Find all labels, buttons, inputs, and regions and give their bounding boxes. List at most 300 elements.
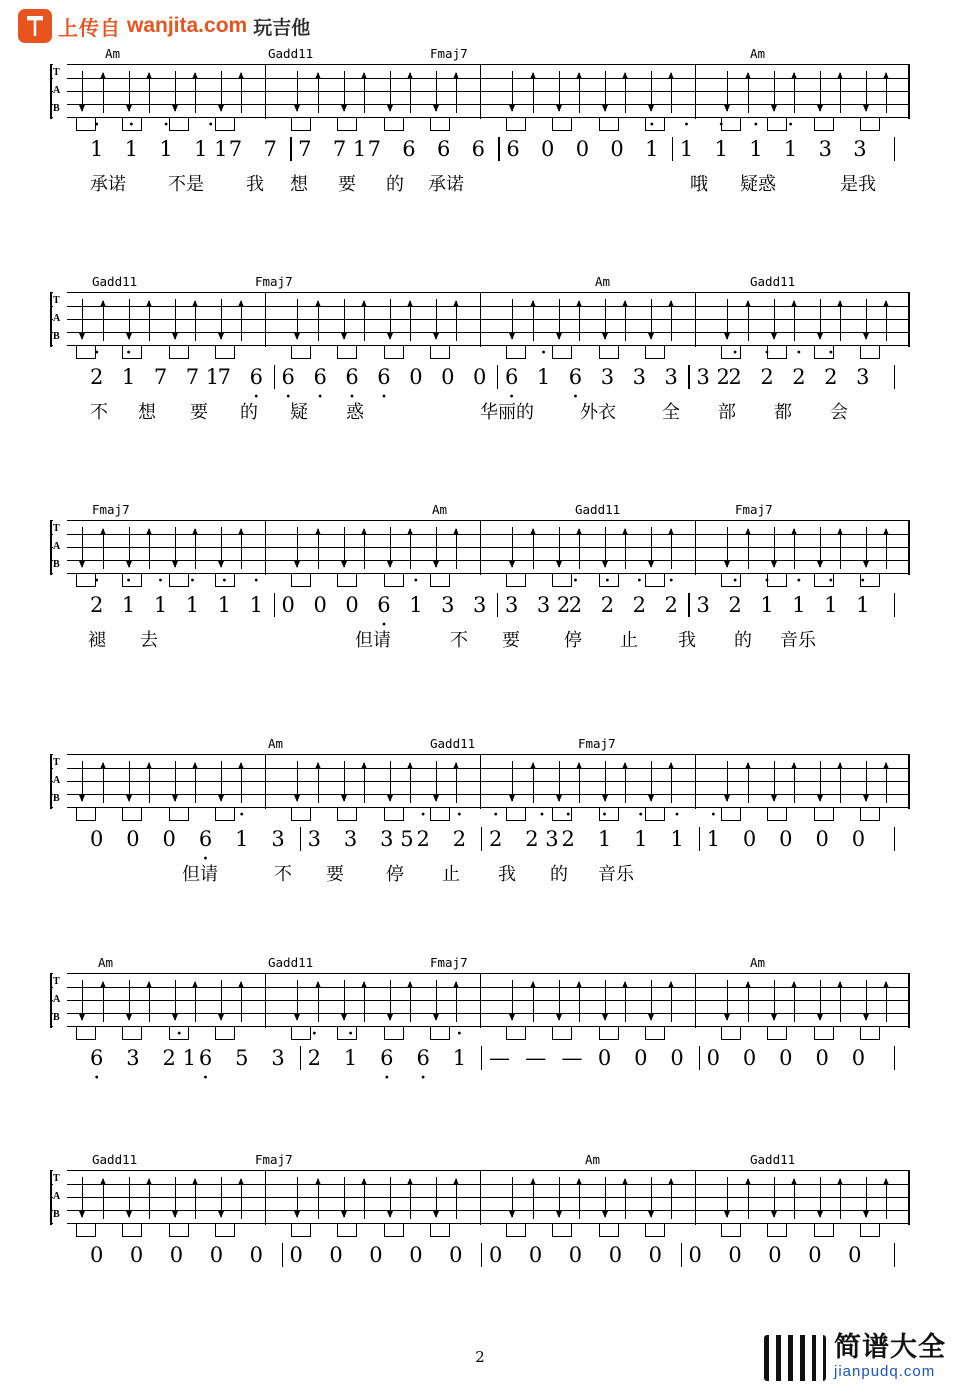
rhythm-bracket	[767, 118, 787, 131]
lyrics-row	[50, 398, 910, 426]
rhythm-bracket	[645, 574, 665, 587]
strum-up-arrow	[579, 1179, 580, 1219]
strum-down-arrow	[651, 299, 652, 339]
strum-down-arrow	[436, 980, 437, 1020]
chord-label: Fmaj7	[430, 46, 468, 61]
strum-up-arrow	[748, 982, 749, 1022]
note: 3	[818, 137, 832, 161]
strum-up-arrow	[149, 529, 150, 569]
rhythm-bracket	[767, 1224, 787, 1237]
strum-up-arrow	[579, 73, 580, 113]
note: 7	[298, 137, 312, 161]
rhythm-bracket	[645, 346, 665, 359]
rhythm-bracket	[552, 346, 572, 359]
measure-barline	[908, 755, 909, 809]
strum-down-arrow	[559, 980, 560, 1020]
strum-up-arrow	[410, 529, 411, 569]
tab-clef-letter: B	[53, 1209, 60, 1220]
chord-label: Am	[432, 502, 448, 517]
lyric-text: 不	[90, 402, 108, 423]
rhythm-bracket	[430, 1027, 450, 1040]
note: 3	[307, 827, 321, 851]
lyric-text: 要	[502, 630, 520, 651]
strum-up-arrow	[241, 301, 242, 341]
note: · 2	[90, 592, 103, 618]
chord-label: Am	[595, 274, 611, 289]
strum-up-arrow	[840, 982, 841, 1022]
strum-up-arrow	[533, 301, 534, 341]
strum-down-arrow	[175, 71, 176, 111]
rhythm-bracket	[291, 118, 311, 131]
note: · 1	[154, 592, 167, 618]
note: 6 ·	[199, 826, 212, 852]
rhythm-bracket	[506, 808, 526, 821]
note: · 1	[598, 826, 611, 852]
notation-barline	[300, 1046, 301, 1070]
tab-staff	[50, 1170, 910, 1224]
note: · 1	[90, 136, 103, 162]
tab-clef	[53, 64, 67, 118]
note: · 1	[707, 826, 720, 852]
note: 0	[289, 1243, 303, 1267]
chord-label: Gadd11	[750, 1152, 796, 1167]
note: 0	[706, 1046, 720, 1070]
note: · 1	[186, 592, 199, 618]
strum-up-arrow	[149, 301, 150, 341]
strum-up-arrow	[625, 1179, 626, 1219]
note: · 1	[537, 364, 550, 390]
note: 3	[664, 365, 678, 389]
strum-down-arrow	[297, 71, 298, 111]
tab-staff	[50, 754, 910, 808]
watermark-suffix: 玩吉他	[253, 17, 311, 39]
lyric-text: 音乐	[780, 630, 816, 651]
rhythm-bracket	[552, 574, 572, 587]
note: 0	[126, 827, 140, 851]
chord-label: Gadd11	[268, 955, 314, 970]
rhythm-bracket	[721, 1027, 741, 1040]
note: —	[489, 1046, 510, 1070]
tab-staff	[50, 520, 910, 574]
strum-down-arrow	[866, 71, 867, 111]
note: · 1	[715, 136, 728, 162]
lyric-text: 但请	[182, 864, 218, 885]
strum-up-arrow	[149, 73, 150, 113]
notation-barline	[894, 827, 895, 851]
tab-staff-wrap	[50, 64, 910, 118]
note: 0	[634, 1046, 648, 1070]
note: 6	[402, 137, 416, 161]
rhythm-bracket	[169, 1224, 189, 1237]
note: 0	[742, 1046, 757, 1070]
notation-row	[50, 1242, 910, 1276]
watermark-prefix: 上传自	[58, 17, 121, 40]
note: 0	[489, 1243, 503, 1267]
note: 0	[409, 1243, 423, 1267]
strum-up-arrow	[794, 982, 795, 1022]
notation-barline	[274, 593, 275, 617]
strum-down-arrow	[82, 527, 83, 567]
note: 0	[779, 827, 793, 851]
rhythm-bracket	[430, 118, 450, 131]
strum-down-arrow	[390, 71, 391, 111]
strum-down-arrow	[390, 299, 391, 339]
note: · 1	[645, 136, 658, 162]
notation-barline	[497, 593, 498, 617]
lyric-text: 不	[274, 864, 292, 885]
rhythm-bracket	[599, 1224, 619, 1237]
strum-down-arrow	[820, 299, 821, 339]
strum-up-arrow	[364, 982, 365, 1022]
strum-down-arrow	[774, 1177, 775, 1217]
strum-up-arrow	[579, 982, 580, 1022]
strum-up-arrow	[625, 73, 626, 113]
music-system	[50, 502, 910, 654]
strum-down-arrow	[866, 299, 867, 339]
measure-barline	[908, 293, 909, 347]
note: · 1	[250, 592, 263, 618]
rhythm-bracket	[215, 346, 235, 359]
strum-down-arrow	[774, 761, 775, 801]
rhythm-bracket	[76, 808, 96, 821]
rhythm-bracket	[645, 1027, 665, 1040]
strum-down-arrow	[866, 761, 867, 801]
strum-up-arrow	[456, 763, 457, 803]
lyric-text: 外衣	[580, 402, 616, 423]
notation-barline	[894, 593, 895, 617]
tab-clef-letter: T	[53, 523, 60, 534]
tab-clef-letter: T	[53, 757, 60, 768]
note: 0	[345, 593, 359, 617]
rhythm-bracket	[291, 1027, 311, 1040]
strum-down-arrow	[344, 761, 345, 801]
note: · 1	[122, 592, 135, 618]
strum-down-arrow	[774, 980, 775, 1020]
notation-barline	[274, 365, 275, 389]
note: 0	[90, 1243, 104, 1267]
strum-up-arrow	[364, 1179, 365, 1219]
measure-barline	[265, 65, 266, 119]
rhythm-bracket	[122, 1027, 142, 1040]
lyric-text: 音乐	[598, 864, 634, 885]
strum-down-arrow	[297, 1177, 298, 1217]
strum-down-arrow	[727, 761, 728, 801]
rhythm-bracket	[506, 118, 526, 131]
rhythm-bracket	[337, 574, 357, 587]
note: · 1	[670, 826, 683, 852]
note: · 1	[453, 1045, 466, 1071]
chord-row	[50, 274, 910, 292]
note: 6 ·	[282, 364, 295, 390]
tab-clef-letter: B	[53, 103, 60, 114]
measure-barline	[695, 755, 696, 809]
lyric-text: 我	[246, 174, 264, 195]
lyric-text: 想	[290, 174, 308, 195]
rhythm-bracket	[122, 808, 142, 821]
tab-clef-letter: T	[53, 295, 60, 306]
strum-up-arrow	[748, 73, 749, 113]
notation-row	[50, 136, 910, 170]
note: 3	[632, 365, 646, 389]
note: 6 ·	[416, 1045, 429, 1071]
strum-down-arrow	[559, 1177, 560, 1217]
note: · 2 3	[525, 826, 558, 852]
strum-down-arrow	[297, 527, 298, 567]
strum-down-arrow	[774, 527, 775, 567]
strum-up-arrow	[410, 763, 411, 803]
strum-up-arrow	[794, 301, 795, 341]
notation-barline	[481, 1046, 482, 1070]
lyric-text: 的	[240, 402, 258, 423]
strum-up-arrow	[579, 529, 580, 569]
strum-up-arrow	[195, 529, 196, 569]
measure-barline	[480, 293, 481, 347]
strum-down-arrow	[436, 761, 437, 801]
note: 0	[575, 137, 590, 161]
chord-label: Am	[98, 955, 114, 970]
note: 0	[90, 827, 104, 851]
strum-up-arrow	[241, 529, 242, 569]
rhythm-row	[50, 1224, 910, 1242]
notation-barline	[894, 137, 895, 161]
rhythm-bracket	[337, 808, 357, 821]
strum-down-arrow	[436, 299, 437, 339]
note: 3	[271, 827, 285, 851]
note: 3	[696, 593, 710, 617]
rhythm-row	[50, 574, 910, 592]
strum-up-arrow	[364, 763, 365, 803]
strum-up-arrow	[318, 73, 319, 113]
note: · 2 1	[163, 1045, 196, 1071]
rhythm-bracket	[384, 1027, 404, 1040]
system-left-barline	[50, 293, 52, 347]
rhythm-bracket	[76, 1224, 96, 1237]
strum-up-arrow	[840, 1179, 841, 1219]
music-system	[50, 955, 910, 1107]
strum-down-arrow	[559, 71, 560, 111]
rhythm-bracket	[860, 1027, 880, 1040]
lyrics-row	[50, 170, 910, 198]
strum-up-arrow	[533, 982, 534, 1022]
note: 6 ·	[377, 364, 390, 390]
strum-up-arrow	[364, 73, 365, 113]
lyric-text: 哦	[690, 174, 708, 195]
strum-up-arrow	[241, 982, 242, 1022]
strum-down-arrow	[651, 761, 652, 801]
strum-up-arrow	[103, 529, 104, 569]
strum-up-arrow	[625, 763, 626, 803]
strum-up-arrow	[195, 763, 196, 803]
measure-barline	[695, 521, 696, 575]
note: · 1	[235, 826, 248, 852]
note: 6 ·	[569, 364, 582, 390]
note: · 2	[633, 592, 646, 618]
strum-down-arrow	[344, 1177, 345, 1217]
note: 0	[162, 827, 176, 851]
strum-down-arrow	[605, 1177, 606, 1217]
strum-up-arrow	[149, 763, 150, 803]
note: —	[525, 1046, 547, 1070]
strum-up-arrow	[748, 301, 749, 341]
brand-footer	[764, 1334, 946, 1382]
measure-barline	[265, 293, 266, 347]
strum-up-arrow	[748, 763, 749, 803]
tab-clef-letter: B	[53, 559, 60, 570]
chord-label: Gadd11	[430, 736, 476, 751]
note: 3	[343, 827, 358, 851]
note: 3 5	[380, 827, 414, 851]
measure-barline	[695, 974, 696, 1028]
rhythm-bracket	[291, 1224, 311, 1237]
strum-down-arrow	[129, 761, 130, 801]
notation-barline	[688, 365, 689, 389]
rhythm-bracket	[215, 1224, 235, 1237]
system-left-barline	[50, 65, 52, 119]
note: 0	[568, 1243, 583, 1267]
strum-up-arrow	[533, 1179, 534, 1219]
chord-label: Fmaj7	[255, 274, 293, 289]
tab-clef	[53, 754, 67, 808]
rhythm-row	[50, 346, 910, 364]
note: 0	[313, 593, 327, 617]
strum-down-arrow	[605, 980, 606, 1020]
system-left-barline	[50, 974, 52, 1028]
strum-down-arrow	[390, 980, 391, 1020]
strum-down-arrow	[651, 71, 652, 111]
note: · 1 1	[194, 136, 227, 162]
site-watermark	[18, 8, 310, 44]
strum-up-arrow	[886, 763, 887, 803]
note: · 1	[784, 136, 797, 162]
chord-row	[50, 1152, 910, 1170]
strum-down-arrow	[820, 71, 821, 111]
rhythm-bracket	[506, 346, 526, 359]
strum-down-arrow	[344, 980, 345, 1020]
note: 0	[409, 365, 423, 389]
strum-up-arrow	[671, 73, 672, 113]
lyric-text: 停	[386, 864, 404, 885]
strum-up-arrow	[748, 529, 749, 569]
lyric-text: 是我	[840, 174, 876, 195]
chord-row	[50, 46, 910, 64]
tab-clef-letter: A	[53, 994, 61, 1005]
notation-row	[50, 364, 910, 398]
lyric-text: 但请	[355, 630, 391, 651]
strum-down-arrow	[651, 980, 652, 1020]
rhythm-bracket	[337, 118, 357, 131]
notation-row	[50, 1045, 910, 1079]
system-left-barline	[50, 1171, 52, 1225]
strum-up-arrow	[364, 301, 365, 341]
lyric-text: 止	[442, 864, 460, 885]
lyrics-row	[50, 1079, 910, 1107]
lyric-text: 都	[774, 402, 792, 423]
lyrics-row	[50, 1276, 910, 1304]
brand-url: jianpudq.com	[834, 1363, 936, 1380]
strum-down-arrow	[605, 761, 606, 801]
measure-barline	[695, 1171, 696, 1225]
note: 0	[851, 827, 866, 851]
rhythm-bracket	[814, 808, 834, 821]
rhythm-bracket	[506, 1224, 526, 1237]
strum-down-arrow	[221, 761, 222, 801]
music-system	[50, 274, 910, 426]
note: 6 ·	[199, 1045, 212, 1071]
tab-clef	[53, 520, 67, 574]
strum-down-arrow	[436, 527, 437, 567]
note: 6	[506, 137, 520, 161]
chord-label: Am	[750, 955, 766, 970]
strum-up-arrow	[195, 982, 196, 1022]
note: 3	[504, 593, 519, 617]
lyric-text: 止	[620, 630, 638, 651]
page-number: 2	[475, 1348, 485, 1366]
rhythm-bracket	[599, 118, 619, 131]
strum-up-arrow	[456, 301, 457, 341]
note: · 1	[749, 136, 762, 162]
rhythm-bracket	[552, 1224, 572, 1237]
note: · 2	[665, 592, 678, 618]
rhythm-bracket	[169, 574, 189, 587]
strum-up-arrow	[794, 73, 795, 113]
rhythm-bracket	[384, 1224, 404, 1237]
rhythm-bracket	[291, 808, 311, 821]
note: · 1	[344, 1045, 357, 1071]
tab-clef-letter: A	[53, 1191, 61, 1202]
note: 6 ·	[377, 592, 390, 618]
rhythm-bracket	[599, 346, 619, 359]
notation-barline	[300, 827, 301, 851]
rhythm-bracket	[430, 808, 450, 821]
strum-down-arrow	[605, 299, 606, 339]
lyric-text: 停	[564, 630, 582, 651]
rhythm-bracket	[430, 574, 450, 587]
lyric-text: 的	[550, 864, 568, 885]
note: 0	[441, 365, 455, 389]
tab-clef-letter: B	[53, 793, 60, 804]
note: · 1	[218, 592, 231, 618]
strum-up-arrow	[748, 1179, 749, 1219]
measure-barline	[480, 1171, 481, 1225]
strum-up-arrow	[103, 73, 104, 113]
lyric-text: 会	[830, 402, 848, 423]
lyric-text: 部	[718, 402, 736, 423]
rhythm-bracket	[814, 118, 834, 131]
lyric-text: 想	[138, 402, 156, 423]
rhythm-bracket	[384, 808, 404, 821]
strum-down-arrow	[129, 71, 130, 111]
strum-down-arrow	[820, 761, 821, 801]
strum-down-arrow	[512, 527, 513, 567]
rhythm-bracket	[552, 1027, 572, 1040]
note: · 2	[416, 826, 429, 852]
note: 7	[217, 365, 232, 389]
rhythm-bracket	[215, 1027, 235, 1040]
note: 7	[153, 365, 168, 389]
rhythm-bracket	[645, 808, 665, 821]
notation-barline	[894, 1243, 895, 1267]
strum-down-arrow	[774, 71, 775, 111]
strum-down-arrow	[175, 980, 176, 1020]
brand-name: 简谱大全	[834, 1332, 946, 1362]
strum-up-arrow	[318, 529, 319, 569]
rhythm-bracket	[721, 1224, 741, 1237]
note: · 2	[308, 1045, 321, 1071]
strum-down-arrow	[297, 980, 298, 1020]
note: 3	[473, 593, 487, 617]
strum-up-arrow	[671, 763, 672, 803]
note: 7	[367, 137, 381, 161]
